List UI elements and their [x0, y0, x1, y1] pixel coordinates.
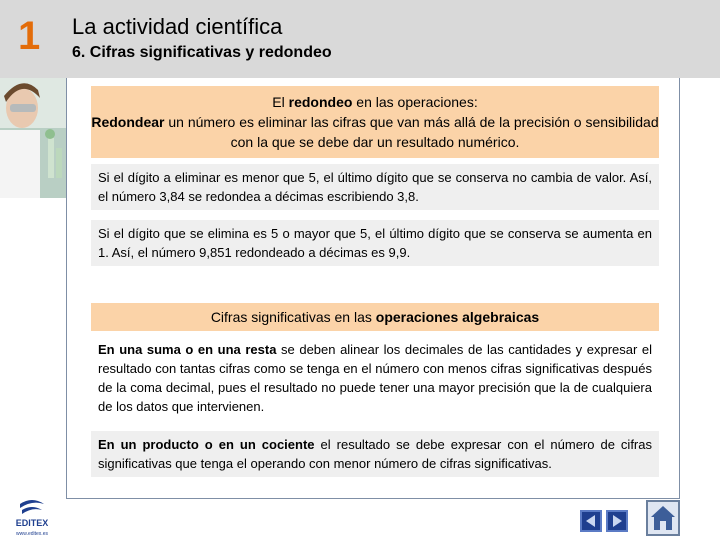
algebraic-heading-pre: Cifras significativas en las	[210, 309, 376, 325]
rounding-rule-1	[91, 164, 659, 210]
triangle-right-icon	[608, 512, 626, 530]
sum-text: se deben alinear los decimales de las cantidades y expresar el resultado con tantas cifras como se tenga en el número con menos cifras significativas después de la coma decimal, pues el resultado no puede tener una mayor precisión que la de cualquiera de los datos que intervienen.	[98, 342, 653, 414]
header-bar	[0, 0, 720, 78]
page-subtitle: 6. Cifras significativas y redondeo	[72, 44, 332, 61]
rounding-heading-post: en las operaciones:	[352, 94, 478, 110]
logo-text: EDITEX	[15, 518, 49, 528]
rounding-heading-bold: redondeo	[288, 94, 353, 110]
rounding-definition-box	[91, 86, 659, 158]
chapter-number: 1	[18, 14, 41, 58]
rounding-def-bold: Redondear	[91, 114, 165, 130]
rule-1-text: Si el dígito a eliminar es menor que 5, el último dígito que se conserva no cambia de valor. Así, el número 3,84 se redondea a décimas escribiendo 3,8.	[98, 170, 652, 204]
sum-subtraction-paragraph	[91, 340, 659, 420]
product-quotient-paragraph	[91, 431, 659, 477]
next-button[interactable]	[606, 510, 628, 532]
logo-url: www.editex.es	[16, 531, 48, 537]
prev-button[interactable]	[580, 510, 602, 532]
rounding-def-text: un número es eliminar las cifras que van más allá de la precisión o sensibilidad con la que se debe dar un resultado numérico.	[164, 114, 659, 150]
home-button[interactable]	[646, 500, 680, 536]
product-bold: En un producto o en un cociente	[98, 437, 315, 452]
rule-2-text: Si el dígito que se elimina es 5 o mayor que 5, el último dígito que se conserva se aumenta en 1. Así, el número 9,851 redondeado a décimas es 9,9.	[98, 226, 652, 260]
algebraic-heading-bold: operaciones algebraicas	[375, 309, 540, 325]
rounding-rule-2	[91, 220, 659, 266]
sum-bold: En una suma o en una resta	[98, 342, 277, 357]
product-text: el resultado se debe expresar con el número de cifras significativas que tenga el operando con menor número de cifras significativas.	[98, 437, 652, 471]
algebraic-heading-box	[91, 303, 659, 331]
content-panel	[66, 78, 680, 499]
page-title: La actividad científica	[72, 14, 283, 39]
scientist-photo	[0, 78, 66, 198]
triangle-left-icon	[582, 512, 600, 530]
rounding-heading-pre: El	[272, 94, 289, 110]
editex-logo	[10, 498, 54, 538]
home-icon	[648, 502, 678, 534]
